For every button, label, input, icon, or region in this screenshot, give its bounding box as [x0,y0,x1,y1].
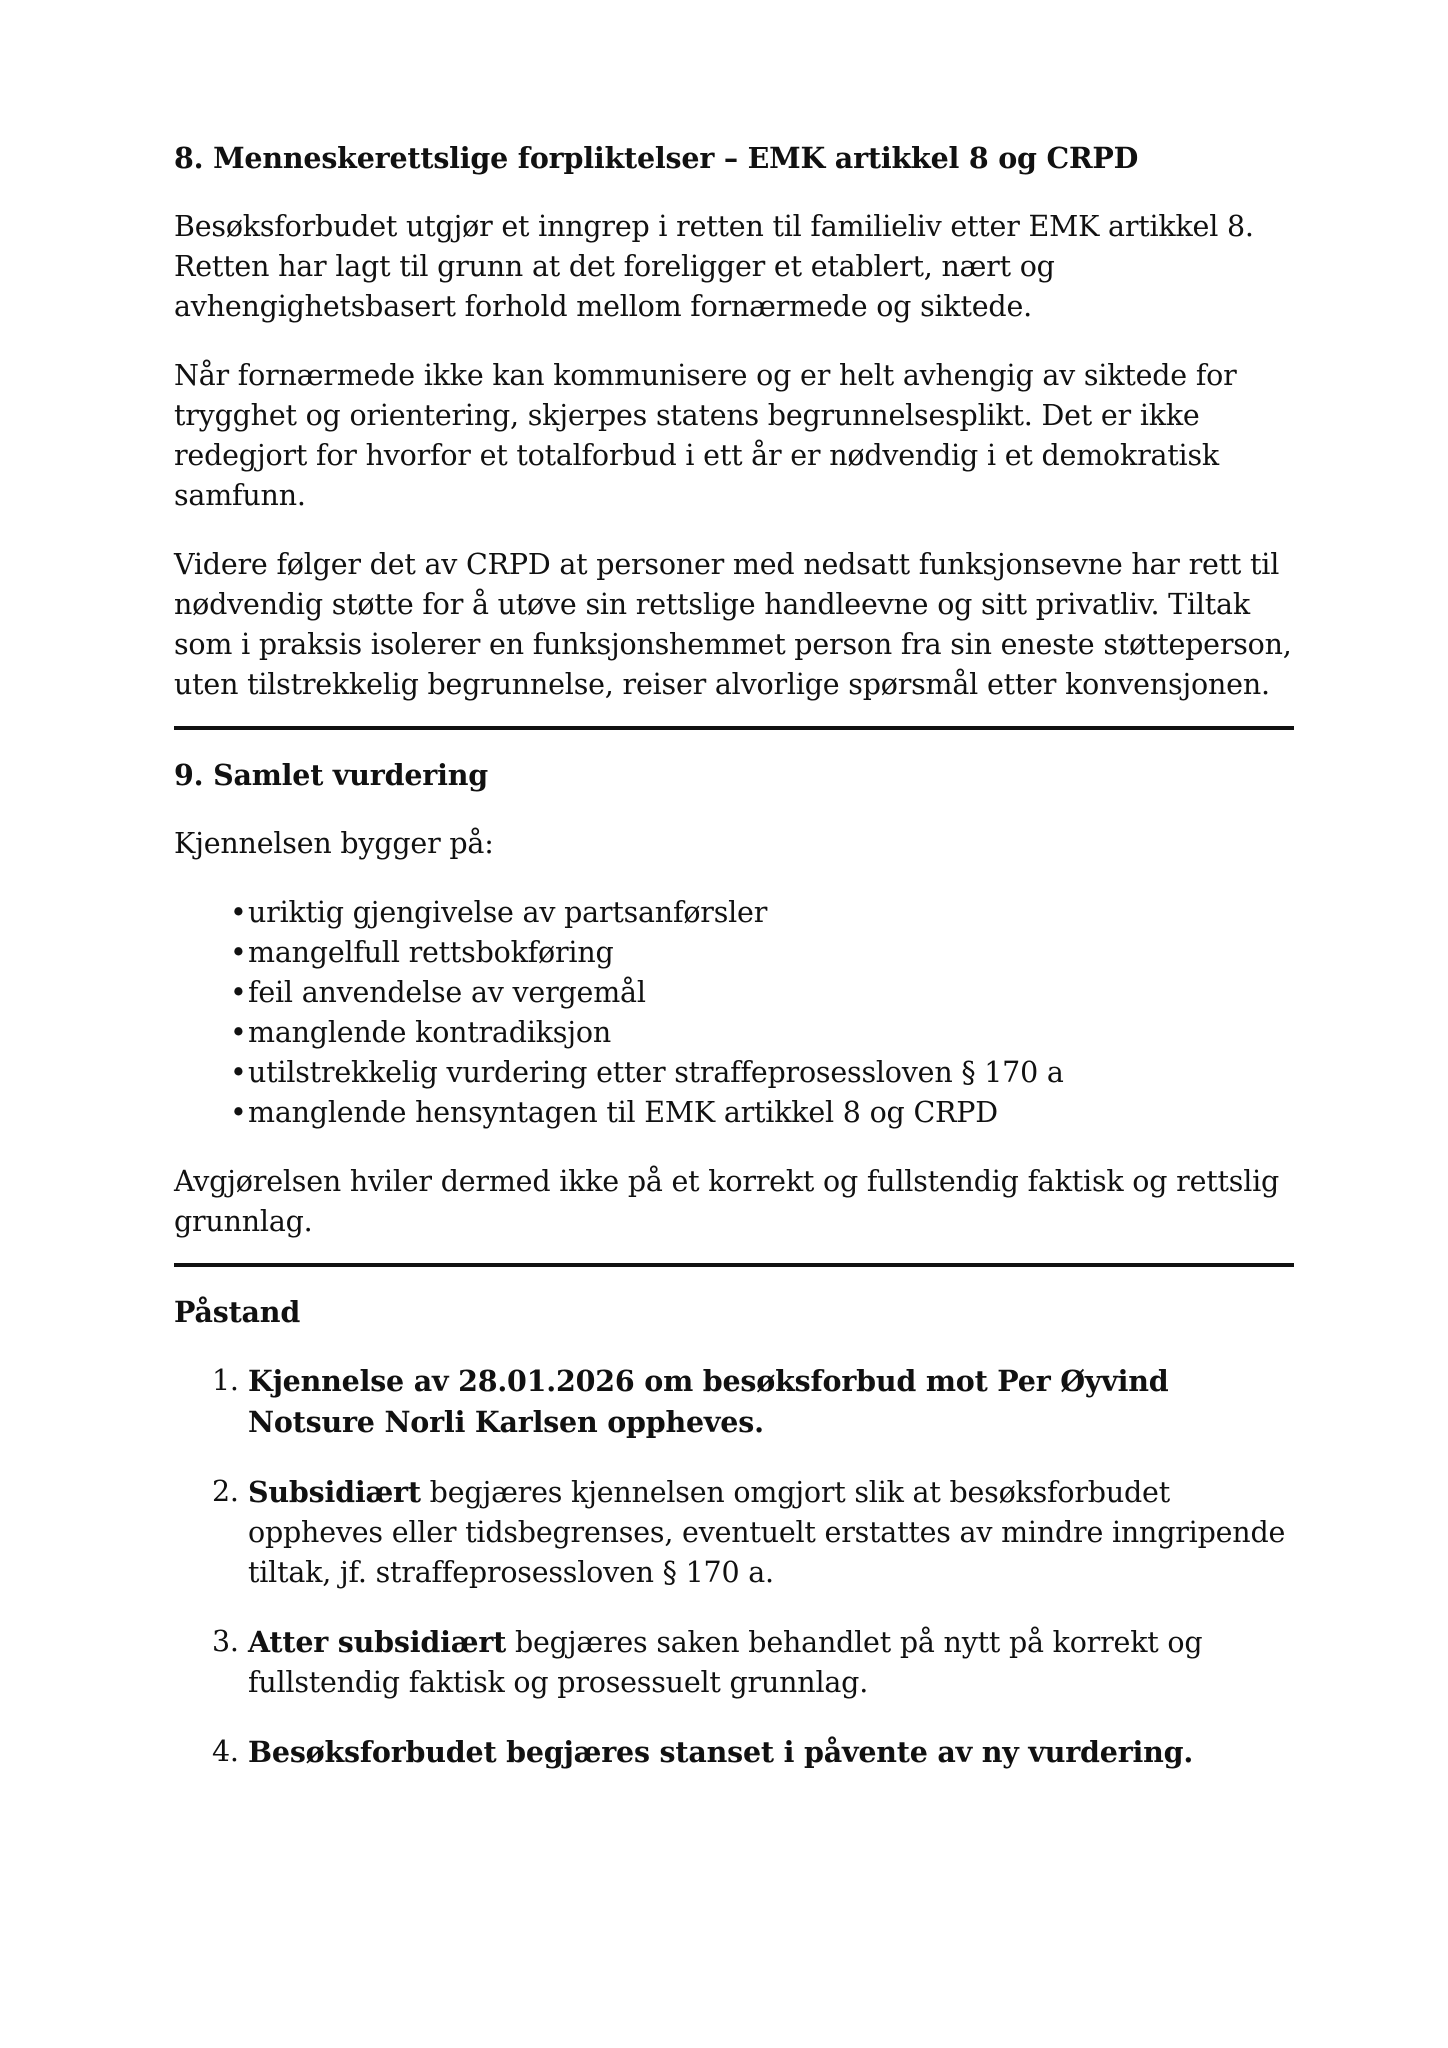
list-item [230,933,1294,973]
section-divider [174,1263,1294,1267]
claim-number: 4. [212,1735,239,1768]
bullet-icon: • [230,936,247,969]
claim-item [174,1732,1294,1773]
section-9-bullet-list [174,893,1294,1133]
document-page [174,138,1294,1802]
list-item-text: utilstrekkelig vurdering etter straffeprosessloven § 170 a [248,1056,1064,1089]
bullet-icon: • [230,1096,247,1129]
bullet-icon: • [230,976,247,1009]
list-item [230,1013,1294,1053]
claim-text: begjæres kjennelsen omgjort slik at besøksforbudet oppheves eller tidsbegrenses, eventuelt erstattes av mindre inngripende tiltak, jf. straffeprosessloven § 170 a. [248,1476,1286,1589]
claim-number: 1. [212,1364,239,1397]
claim-text: begjæres saken behandlet på nytt på korrekt og fullstendig faktisk og prosessuelt grunnlag. [248,1626,1203,1699]
section-8-paragraph-2: Når fornærmede ikke kan kommunisere og er helt avhengig av siktede for trygghet og orientering, skjerpes statens begrunnelsesplikt. Det er ikke redegjort for hvorfor et totalforbud i ett år er nødvendig i et demokratisk samfunn. [174,359,1237,512]
claim-item [174,1472,1294,1593]
section-divider [174,726,1294,730]
claims-heading: Påstand [174,1295,301,1329]
section-9-intro: Kjennelsen bygger på: [174,827,494,860]
section-8-heading: 8. Menneskerettslige forpliktelser – EMK artikkel 8 og CRPD [174,141,1139,175]
section-9-heading: 9. Samlet vurdering [174,758,488,792]
claim-number: 2. [212,1475,239,1508]
bullet-icon: • [230,896,247,929]
claim-bold-text: Subsidiært [248,1475,421,1509]
section-9-conclusion: Avgjørelsen hviler dermed ikke på et korrekt og fullstendig faktisk og rettslig grunnlag. [174,1165,1280,1238]
section-8-paragraph-3: Videre følger det av CRPD at personer med nedsatt funksjonsevne har rett til nødvendig støtte for å utøve sin rettslige handleevne og sitt privatliv. Tiltak som i praksis isolerer en funksjonshemmet person fra sin eneste støtteperson, uten tilstrekkelig begrunnelse, reiser alvorlige spørsmål etter konvensjonen. [174,548,1292,701]
claim-bold-text: Kjennelse av 28.01.2026 om besøksforbud mot Per Øyvind Notsure Norli Karlsen oppheves. [248,1364,1169,1439]
list-item [230,893,1294,933]
list-item [230,973,1294,1013]
claim-number: 3. [212,1625,239,1658]
section-8-paragraph-1: Besøksforbudet utgjør et inngrep i retten til familieliv etter EMK artikkel 8. Retten har lagt til grunn at det foreligger et etablert, nært og avhengighetsbasert forhold mellom fornærmede og siktede. [174,210,1254,323]
list-item [230,1053,1294,1093]
bullet-icon: • [230,1056,247,1089]
claim-item [174,1622,1294,1703]
list-item-text: feil anvendelse av vergemål [248,976,646,1009]
list-item-text: manglende kontradiksjon [248,1016,611,1049]
claims-list [174,1361,1294,1773]
claim-bold-text: Besøksforbudet begjæres stanset i påvente av ny vurdering. [248,1735,1194,1769]
list-item [230,1093,1294,1133]
claim-item [174,1361,1294,1443]
claim-bold-text: Atter subsidiært [248,1625,507,1659]
list-item-text: mangelfull rettsbokføring [248,936,614,969]
list-item-text: uriktig gjengivelse av partsanførsler [248,896,768,929]
list-item-text: manglende hensyntagen til EMK artikkel 8 og CRPD [248,1096,998,1129]
bullet-icon: • [230,1016,247,1049]
